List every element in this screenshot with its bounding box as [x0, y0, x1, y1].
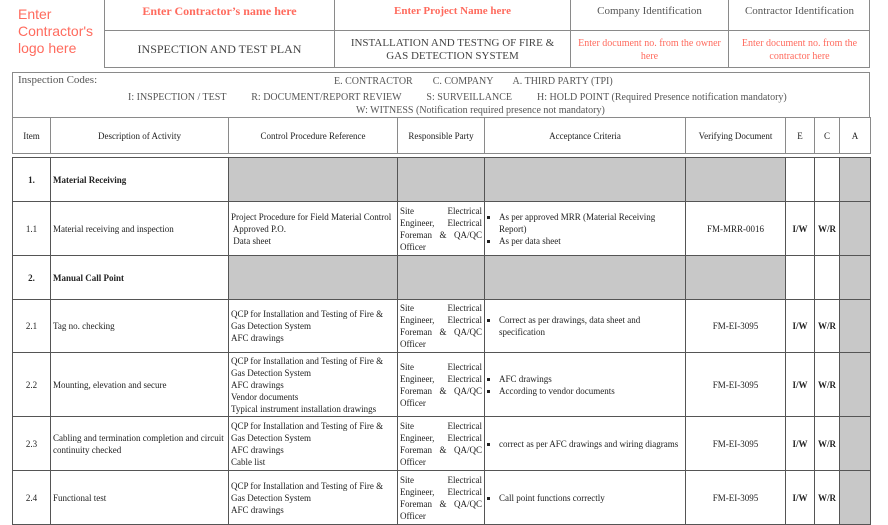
- control-procedure: Project Procedure for Field Material Control Approved P.O. Data sheet: [229, 202, 398, 256]
- item-number: 2.: [13, 256, 51, 300]
- table-row: [13, 471, 871, 525]
- control-procedure: QCP for Installation and Testing of Fire & Gas Detection System AFC drawings Cable list: [229, 417, 398, 471]
- acceptance-criteria: ▪ Correct as per drawings, data sheet and specification: [485, 300, 686, 353]
- col-header-responsible-party: Responsible Party: [398, 118, 485, 154]
- item-number: 2.3: [13, 417, 51, 471]
- col-header-c: C: [815, 118, 840, 154]
- col-header-e: E: [786, 118, 815, 154]
- col-header-control-procedure: Control Procedure Reference: [229, 118, 398, 154]
- responsible-party: Site Electrical Engineer, Electrical Foreman & QA/QC Officer: [398, 300, 485, 353]
- activity-description: Cabling and termination completion and circuit continuity checked: [51, 417, 229, 471]
- item-number: 1.1: [13, 202, 51, 256]
- table-row: [13, 353, 871, 417]
- company-identification-label: Company Identification: [597, 5, 702, 17]
- code-c: W/R: [815, 202, 840, 256]
- item-number: 2.4: [13, 471, 51, 525]
- item-number: 1.: [13, 158, 51, 202]
- col-header-verifying-document: Verifying Document: [686, 118, 786, 154]
- item-number: 2.1: [13, 300, 51, 353]
- code-a: [840, 202, 871, 256]
- table-row: [13, 417, 871, 471]
- code-e: I/W: [786, 202, 815, 256]
- col-header-a: A: [840, 118, 871, 154]
- col-header-description: Description of Activity: [51, 118, 229, 154]
- control-procedure: QCP for Installation and Testing of Fire & Gas Detection System AFC drawings Vendor documents Typical instrument installation drawings: [229, 353, 398, 417]
- code-e: I/W: [786, 353, 815, 417]
- verifying-document: FM-EI-3095: [686, 353, 786, 417]
- responsible-party: Site Electrical Engineer, Electrical Foreman & QA/QC Officer: [398, 202, 485, 256]
- code-a: [840, 300, 871, 353]
- code-c: W/R: [815, 353, 840, 417]
- code-c: W/R: [815, 417, 840, 471]
- activity-description: Tag no. checking: [51, 300, 229, 353]
- verifying-document: FM-MRR-0016: [686, 202, 786, 256]
- section-title: Manual Call Point: [51, 256, 229, 300]
- code-c: W/R: [815, 300, 840, 353]
- section-row: [13, 158, 871, 202]
- itp-table: [12, 157, 871, 525]
- code-a: [840, 417, 871, 471]
- table-row: [13, 300, 871, 353]
- owner-document-number-field[interactable]: Enter document no. from the owner here: [578, 37, 721, 62]
- activity-description: Mounting, elevation and secure: [51, 353, 229, 417]
- activity-description: Functional test: [51, 471, 229, 525]
- contractor-document-number-field[interactable]: Enter document no. from the contractor here: [741, 37, 858, 62]
- item-number: 2.2: [13, 353, 51, 417]
- responsible-party: Site Electrical Engineer, Electrical Foreman & QA/QC Officer: [398, 417, 485, 471]
- code-e: I/W: [786, 300, 815, 353]
- code-e: I/W: [786, 417, 815, 471]
- document-subject: INSTALLATION AND TESTNG OF FIRE & GAS DETECTION SYSTEM: [350, 36, 555, 62]
- inspection-codes-line-2: I: INSPECTION / TEST R: DOCUMENT/REPORT REVIEW S: SURVEILLANCE H: HOLD POINT (Required Presence notification mandatory): [128, 92, 787, 103]
- acceptance-criteria: ▪ As per approved MRR (Material Receiving Report) ▪ As per data sheet: [485, 202, 686, 256]
- verifying-document: FM-EI-3095: [686, 300, 786, 353]
- code-e: I/W: [786, 471, 815, 525]
- control-procedure: QCP for Installation and Testing of Fire & Gas Detection System AFC drawings: [229, 300, 398, 353]
- responsible-party: Site Electrical Engineer, Electrical Foreman & QA/QC Officer: [398, 471, 485, 525]
- document-title: INSPECTION AND TEST PLAN: [137, 42, 302, 56]
- acceptance-criteria: ▪ AFC drawings ▪ According to vendor documents: [485, 353, 686, 417]
- acceptance-criteria: ▪ correct as per AFC drawings and wiring diagrams: [485, 417, 686, 471]
- column-header-row: [12, 117, 871, 154]
- responsible-party: Site Electrical Engineer, Electrical Foreman & QA/QC Officer: [398, 353, 485, 417]
- inspection-codes-line-3: W: WITNESS (Notification required presence not mandatory): [356, 105, 605, 116]
- contractor-name-field[interactable]: Enter Contractor’s name here: [142, 3, 297, 18]
- contractor-logo-placeholder: Enter Contractor's logo here: [18, 6, 94, 56]
- activity-description: Material receiving and inspection: [51, 202, 229, 256]
- control-procedure: QCP for Installation and Testing of Fire & Gas Detection System AFC drawings: [229, 471, 398, 525]
- inspection-codes-label: Inspection Codes:: [18, 74, 98, 86]
- verifying-document: FM-EI-3095: [686, 471, 786, 525]
- col-header-item: Item: [13, 118, 51, 154]
- verifying-document: FM-EI-3095: [686, 417, 786, 471]
- acceptance-criteria: ▪ Call point functions correctly: [485, 471, 686, 525]
- code-a: [840, 471, 871, 525]
- col-header-acceptance-criteria: Acceptance Criteria: [485, 118, 686, 154]
- section-row: [13, 256, 871, 300]
- section-title: Material Receiving: [51, 158, 229, 202]
- contractor-identification-label: Contractor Identification: [744, 5, 855, 17]
- project-name-field[interactable]: Enter Project Name here: [394, 5, 511, 17]
- code-a: [840, 353, 871, 417]
- inspection-codes-line-1: E. CONTRACTOR C. COMPANY A. THIRD PARTY (TPI): [334, 76, 613, 87]
- table-row: [13, 202, 871, 256]
- code-c: W/R: [815, 471, 840, 525]
